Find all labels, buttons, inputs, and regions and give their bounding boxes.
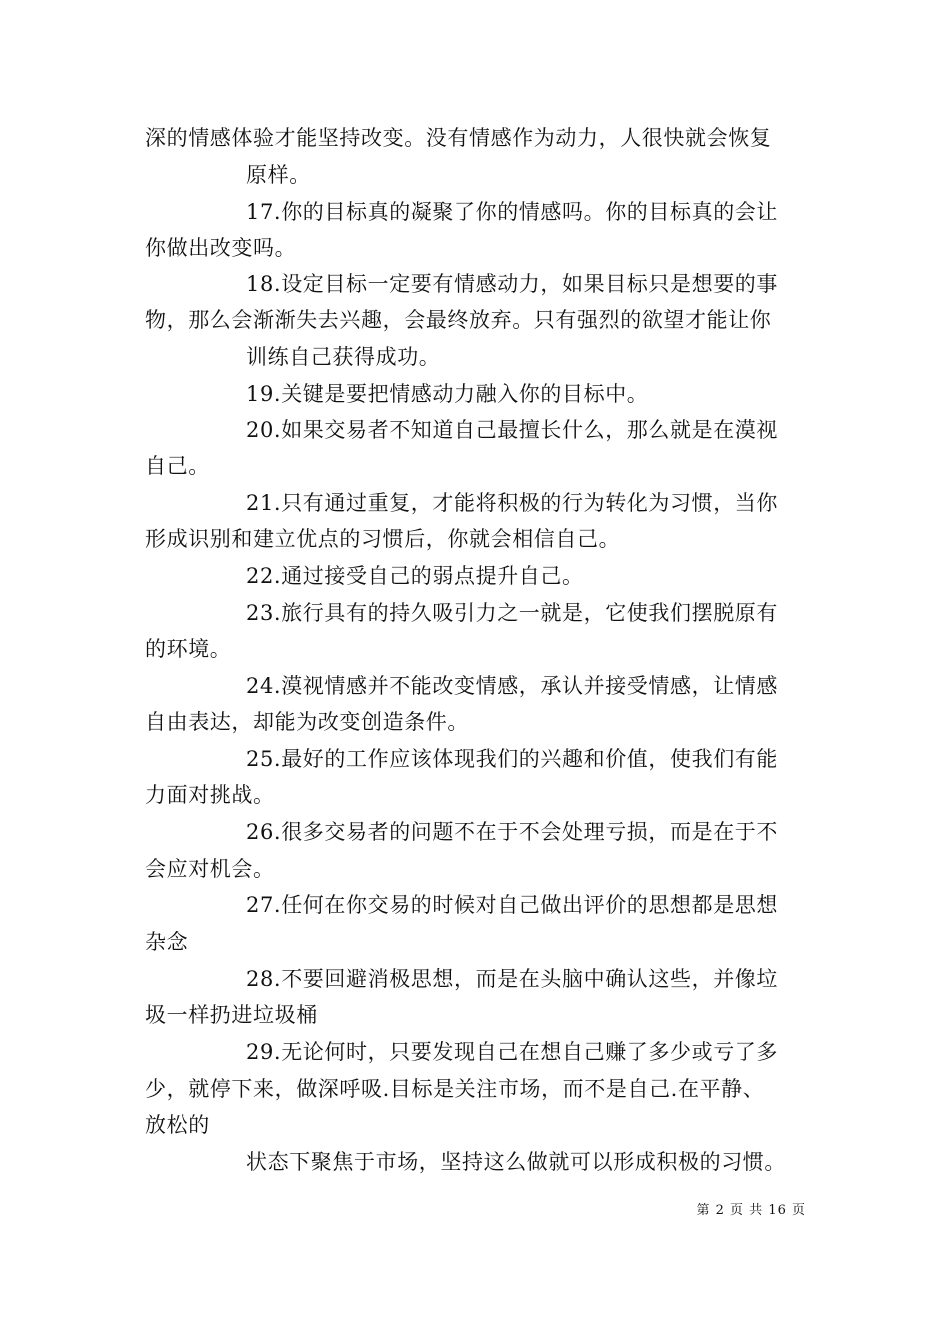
text-line-27: 少，就停下来，做深呼吸.目标是关注市场，而不是自己.在平静、 <box>145 1077 765 1101</box>
page-number-footer: 第 2 页 共 16 页 <box>696 1203 806 1218</box>
text-line-2: 原样。 <box>246 163 311 187</box>
text-line-29: 状态下聚焦于市场，坚持这么做就可以形成积极的习惯。 <box>246 1150 786 1174</box>
text-line-26: 29.无论何时，只要发现自己在想自己赚了多少或亏了多 <box>246 1040 778 1064</box>
text-line-28: 放松的 <box>145 1113 210 1137</box>
text-line-17: 自由表达，却能为改变创造条件。 <box>145 710 469 734</box>
text-line-14: 23.旅行具有的持久吸引力之一就是，它使我们摆脱原有 <box>246 601 778 625</box>
text-line-5: 18.设定目标一定要有情感动力，如果目标只是想要的事 <box>246 272 778 296</box>
text-line-15: 的环境。 <box>145 637 232 661</box>
text-line-20: 26.很多交易者的问题不在于不会处理亏损，而是在于不 <box>246 820 778 844</box>
text-line-11: 21.只有通过重复，才能将积极的行为转化为习惯，当你 <box>246 491 778 515</box>
text-line-6: 物，那么会渐渐失去兴趣，会最终放弃。只有强烈的欲望才能让你 <box>145 308 772 332</box>
text-line-4: 你做出改变吗。 <box>145 236 297 260</box>
text-line-10: 自己。 <box>145 454 210 478</box>
text-line-21: 会应对机会。 <box>145 857 275 881</box>
text-line-24: 28.不要回避消极思想，而是在头脑中确认这些，并像垃 <box>246 967 778 991</box>
text-line-9: 20.如果交易者不知道自己最擅长什么，那么就是在漠视 <box>246 418 778 442</box>
text-line-7: 训练自己获得成功。 <box>246 345 441 369</box>
text-line-8: 19.关键是要把情感动力融入你的目标中。 <box>246 382 649 406</box>
text-line-13: 22.通过接受自己的弱点提升自己。 <box>246 564 584 588</box>
text-line-18: 25.最好的工作应该体现我们的兴趣和价值，使我们有能 <box>246 747 778 771</box>
text-line-1: 深的情感体验才能坚持改变。没有情感作为动力，人很快就会恢复 <box>145 126 772 150</box>
text-line-16: 24.漠视情感并不能改变情感，承认并接受情感，让情感 <box>246 674 778 698</box>
text-line-12: 形成识别和建立优点的习惯后，你就会相信自己。 <box>145 527 621 551</box>
text-line-19: 力面对挑战。 <box>145 783 275 807</box>
text-line-25: 圾一样扔进垃圾桶 <box>145 1003 318 1027</box>
text-line-23: 杂念 <box>145 930 189 954</box>
text-line-22: 27.任何在你交易的时候对自己做出评价的思想都是思想 <box>246 893 778 917</box>
text-line-3: 17.你的目标真的凝聚了你的情感吗。你的目标真的会让 <box>246 200 778 224</box>
